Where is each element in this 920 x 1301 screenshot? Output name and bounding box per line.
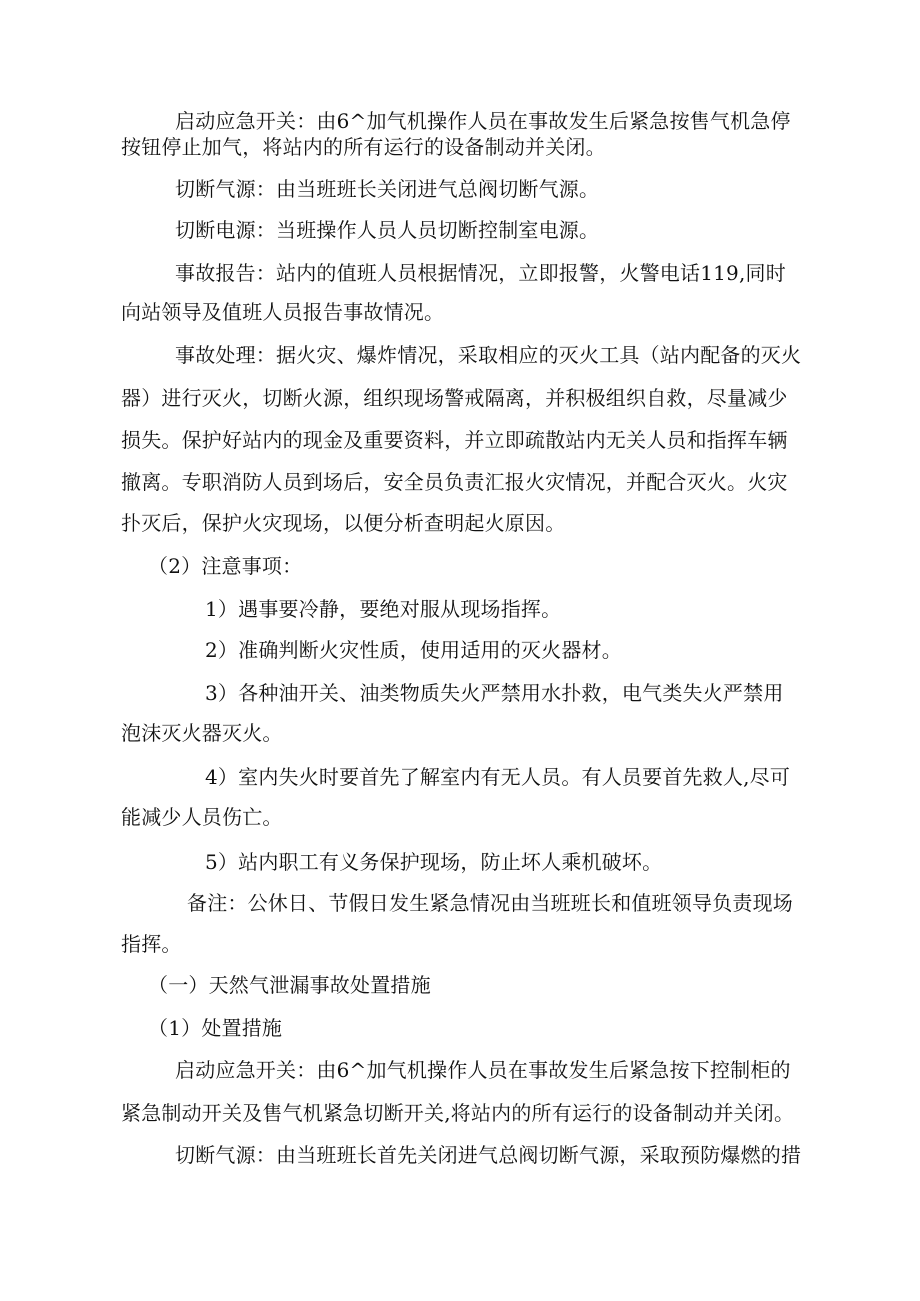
section-gas-leak-heading: （一）天然气泄漏事故处置措施: [148, 973, 431, 997]
note-2-line-1: 2）准确判断火灾性质，使用适用的灭火器材。: [205, 638, 622, 662]
remark-line-2: 指挥。: [121, 932, 182, 956]
paragraph-accident-handling-line-2: 器）进行灭火，切断火源，组织现场警戒隔离，并积极组织自救，尽量减少: [121, 386, 788, 410]
paragraph-emergency-switch-line-1: 启动应急开关：由6^加气机操作人员在事故发生后紧急按售气机急停: [175, 109, 791, 133]
paragraph-accident-report-line-1: 事故报告：站内的值班人员根据情况，立即报警，火警电话119,同时: [175, 261, 786, 285]
note-3-line-2: 泡沫灭火器灭火。: [121, 721, 283, 745]
note-1-line-1: 1）遇事要冷静，要绝对服从现场指挥。: [205, 597, 562, 621]
paragraph-accident-handling-line-4: 撤离。专职消防人员到场后，安全员负责汇报火灾情况，并配合灭火。火灾: [121, 470, 788, 494]
paragraph-cut-power-line-1: 切断电源：当班操作人员人员切断控制室电源。: [175, 218, 600, 242]
note-3-line-1: 3）各种油开关、油类物质失火严禁用水扑救，电气类失火严禁用: [205, 681, 784, 705]
disposal-heading: （1）处置措施: [148, 1016, 283, 1040]
paragraph-accident-handling-line-3: 损失。保护好站内的现金及重要资料，并立即疏散站内无关人员和指挥车辆: [121, 428, 788, 452]
note-5-line-1: 5）站内职工有义务保护现场，防止坏人乘机破坏。: [205, 850, 663, 874]
notes-heading: （2）注意事项：: [148, 554, 303, 578]
paragraph-emergency-switch-line-2: 按钮停止加气，将站内的所有运行的设备制动并关闭。: [121, 135, 606, 159]
paragraph-emergency-switch-2-line-2: 紧急制动开关及售气机紧急切断开关,将站内的所有运行的设备制动并关闭。: [121, 1101, 795, 1125]
note-4-line-2: 能减少人员伤亡。: [121, 805, 283, 829]
note-4-line-1: 4）室内失火时要首先了解室内有无人员。有人员要首先救人,尽可: [205, 765, 791, 789]
paragraph-accident-handling-line-1: 事故处理：据火灾、爆炸情况，采取相应的灭火工具（站内配备的灭火: [175, 343, 802, 367]
paragraph-accident-handling-line-5: 扑灭后，保护火灾现场，以便分析查明起火原因。: [121, 511, 566, 535]
paragraph-cut-gas-line-1: 切断气源：由当班班长关闭进气总阀切断气源。: [175, 177, 600, 201]
paragraph-accident-report-line-2: 向站领导及值班人员报告事故情况。: [121, 300, 445, 324]
remark-line-1: 备注：公休日、节假日发生紧急情况由当班班长和值班领导负责现场: [187, 891, 793, 915]
paragraph-emergency-switch-2-line-1: 启动应急开关：由6^加气机操作人员在事故发生后紧急按下控制柜的: [175, 1058, 791, 1082]
paragraph-cut-gas-2-line-1: 切断气源：由当班班长首先关闭进气总阀切断气源，采取预防爆燃的措: [175, 1143, 802, 1167]
